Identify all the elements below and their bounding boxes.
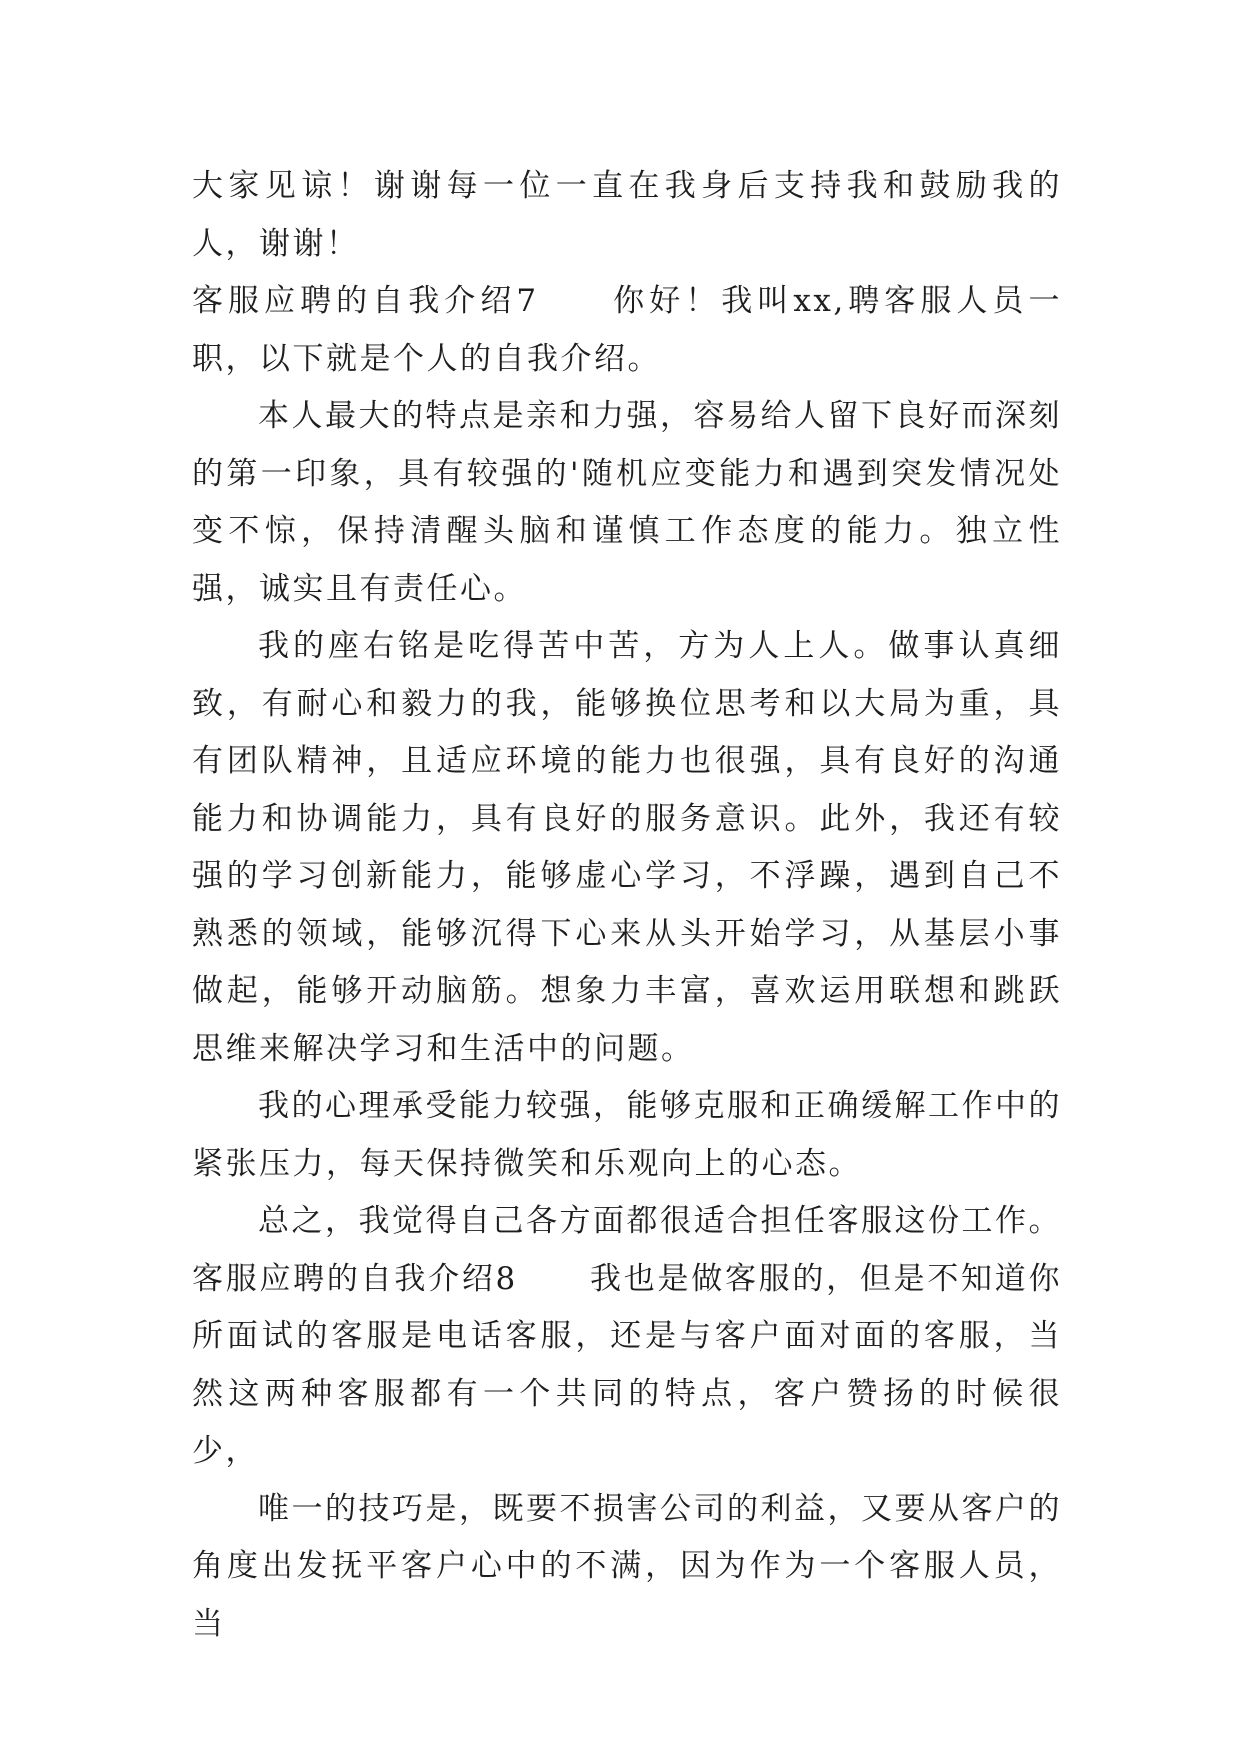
paragraph-traits [192, 388, 1062, 618]
section-heading: 客服应聘的自我介绍7 [192, 283, 539, 319]
document-body [192, 158, 1062, 1653]
paragraph-text: 本人最大的特点是亲和力强，容易给人留下良好而深刻的第一印象，具有较强的'随机应变能力和遇到突发情况处变不惊，保持清醒头脑和谨慎工作态度的能力。独立性强，诚实且有责任心。 [192, 398, 1062, 607]
paragraph-text: 我的心理承受能力较强，能够克服和正确缓解工作中的紧张压力，每天保持微笑和乐观向上的心态。 [192, 1088, 1062, 1182]
paragraph-pressure [192, 1078, 1062, 1193]
paragraph-intro-8 [192, 1251, 1062, 1481]
paragraph-technique [192, 1481, 1062, 1654]
paragraph-motto [192, 618, 1062, 1078]
paragraph-text: 唯一的技巧是，既要不损害公司的利益，又要从客户的角度出发抚平客户心中的不满，因为作为一个客服人员，当 [192, 1490, 1062, 1642]
paragraph-text: 总之，我觉得自己各方面都很适合担任客服这份工作。 [258, 1203, 1062, 1239]
section-heading: 客服应聘的自我介绍8 [192, 1260, 518, 1297]
paragraph-text: 大家见谅！谢谢每一位一直在我身后支持我和鼓励我的人，谢谢！ [192, 168, 1062, 262]
paragraph-closing [192, 158, 1062, 273]
paragraph-text: 你好！我叫xx,聘客服人员一职，以下就是个人的自我介绍。 [192, 283, 1062, 377]
paragraph-text: 我也是做客服的，但是不知道你所面试的客服是电话客服，还是与客户面对面的客服，当然这两种客服都有一个共同的特点，客户赞扬的时候很少， [192, 1260, 1063, 1469]
paragraph-intro-7 [192, 273, 1062, 388]
paragraph-text: 我的座右铭是吃得苦中苦，方为人上人。做事认真细致，有耐心和毅力的我，能够换位思考和以大局为重，具有团队精神，且适应环境的能力也很强，具有良好的沟通能力和协调能力，具有良好的服务意识。此外，我还有较强的学习创新能力，能够虚心学习，不浮躁，遇到自己不熟悉的领域，能够沉得下心来从头开始学习，从基层小事做起，能够开动脑筋。想象力丰富，喜欢运用联想和跳跃思维来解决学习和生活中的问题。 [192, 628, 1062, 1067]
paragraph-summary [192, 1193, 1062, 1251]
